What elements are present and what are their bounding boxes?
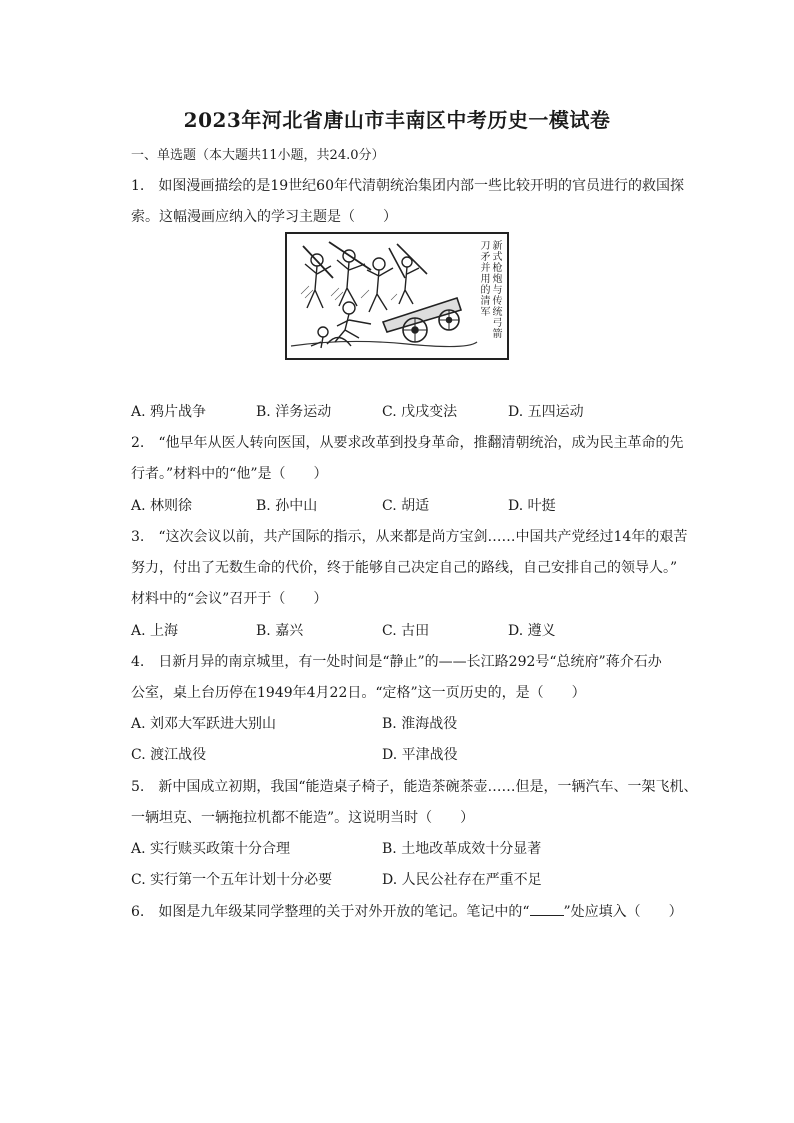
question-2-line-2: 行者。”材料中的“他”是（ ） bbox=[131, 466, 328, 482]
q3-option-d[interactable]: D. 遵义 bbox=[508, 623, 556, 639]
q4-option-c[interactable]: C. 渡江战役 bbox=[131, 747, 207, 763]
caption-line-1: 新式枪炮与传统弓箭 bbox=[490, 240, 501, 339]
q2-option-d[interactable]: D. 叶挺 bbox=[508, 498, 556, 514]
q3-option-b[interactable]: B. 嘉兴 bbox=[256, 623, 304, 639]
caption-line-2: 刀矛并用的清军 bbox=[478, 240, 489, 317]
q5-option-c[interactable]: C. 实行第一个五年计划十分必要 bbox=[131, 872, 333, 888]
q5-option-a[interactable]: A. 实行赎买政策十分合理 bbox=[131, 841, 291, 857]
q4-option-b[interactable]: B. 淮海战役 bbox=[382, 716, 458, 732]
q1-option-c[interactable]: C. 戊戌变法 bbox=[382, 404, 458, 420]
cartoon-figure bbox=[285, 232, 509, 360]
question-6-line-1 bbox=[131, 901, 683, 921]
question-5-line-1: 5. 新中国成立初期，我国“能造桌子椅子，能造茶碗茶壶……但是，一辆汽车、一架飞机、 bbox=[131, 779, 698, 795]
q3-option-c[interactable]: C. 古田 bbox=[382, 623, 430, 639]
section-heading: 一、单选题（本大题共11小题，共24.0分） bbox=[131, 148, 385, 163]
question-4-line-2: 公室，桌上台历停在1949年4月22日。“定格”这一页历史的，是（ ） bbox=[131, 685, 586, 701]
q3-option-a[interactable]: A. 上海 bbox=[131, 623, 179, 639]
q1-option-d[interactable]: D. 五四运动 bbox=[508, 404, 584, 420]
page-title: 2023年河北省唐山市丰南区中考历史一模试卷 bbox=[183, 108, 611, 132]
fill-in-blank bbox=[530, 903, 564, 916]
cartoon-illustration bbox=[287, 234, 507, 358]
question-3-line-1: 3. “这次会议以前，共产国际的指示，从来都是尚方宝剑……中国共产党经过14年的艰苦 bbox=[131, 529, 688, 545]
q2-option-a[interactable]: A. 林则徐 bbox=[131, 498, 193, 514]
question-6-text-post: ”处应填入（ ） bbox=[563, 904, 683, 920]
question-3-line-2: 努力，付出了无数生命的代价，终于能够自己决定自己的路线，自己安排自己的领导人。” bbox=[131, 560, 678, 576]
q2-option-c[interactable]: C. 胡适 bbox=[382, 498, 430, 514]
q1-option-a[interactable]: A. 鸦片战争 bbox=[131, 404, 207, 420]
figure-caption bbox=[477, 240, 501, 339]
question-4-line-1: 4. 日新月异的南京城里，有一处时间是“静止”的——长江路292号“总统府”蒋介石办 bbox=[131, 654, 662, 670]
q4-option-d[interactable]: D. 平津战役 bbox=[382, 747, 458, 763]
question-1-line-1: 1. 如图漫画描绘的是19世纪60年代清朝统治集团内部一些比较开明的官员进行的救国探 bbox=[131, 178, 684, 194]
question-6-text-pre: 6. 如图是九年级某同学整理的关于对外开放的笔记。笔记中的“ bbox=[131, 904, 530, 920]
q4-option-a[interactable]: A. 刘邓大军跃进大别山 bbox=[131, 716, 277, 732]
q5-option-d[interactable]: D. 人民公社存在严重不足 bbox=[382, 872, 542, 888]
q2-option-b[interactable]: B. 孙中山 bbox=[256, 498, 318, 514]
q1-option-b[interactable]: B. 洋务运动 bbox=[256, 404, 332, 420]
question-1-line-2: 索。这幅漫画应纳入的学习主题是（ ） bbox=[131, 209, 397, 225]
q5-option-b[interactable]: B. 土地改革成效十分显著 bbox=[382, 841, 542, 857]
question-3-line-3: 材料中的“会议”召开于（ ） bbox=[131, 591, 328, 607]
question-2-line-1: 2. “他早年从医人转向医国，从要求改革到投身革命，推翻清朝统治，成为民主革命的先 bbox=[131, 435, 684, 451]
question-5-line-2: 一辆坦克、一辆拖拉机都不能造”。这说明当时（ ） bbox=[131, 810, 475, 826]
